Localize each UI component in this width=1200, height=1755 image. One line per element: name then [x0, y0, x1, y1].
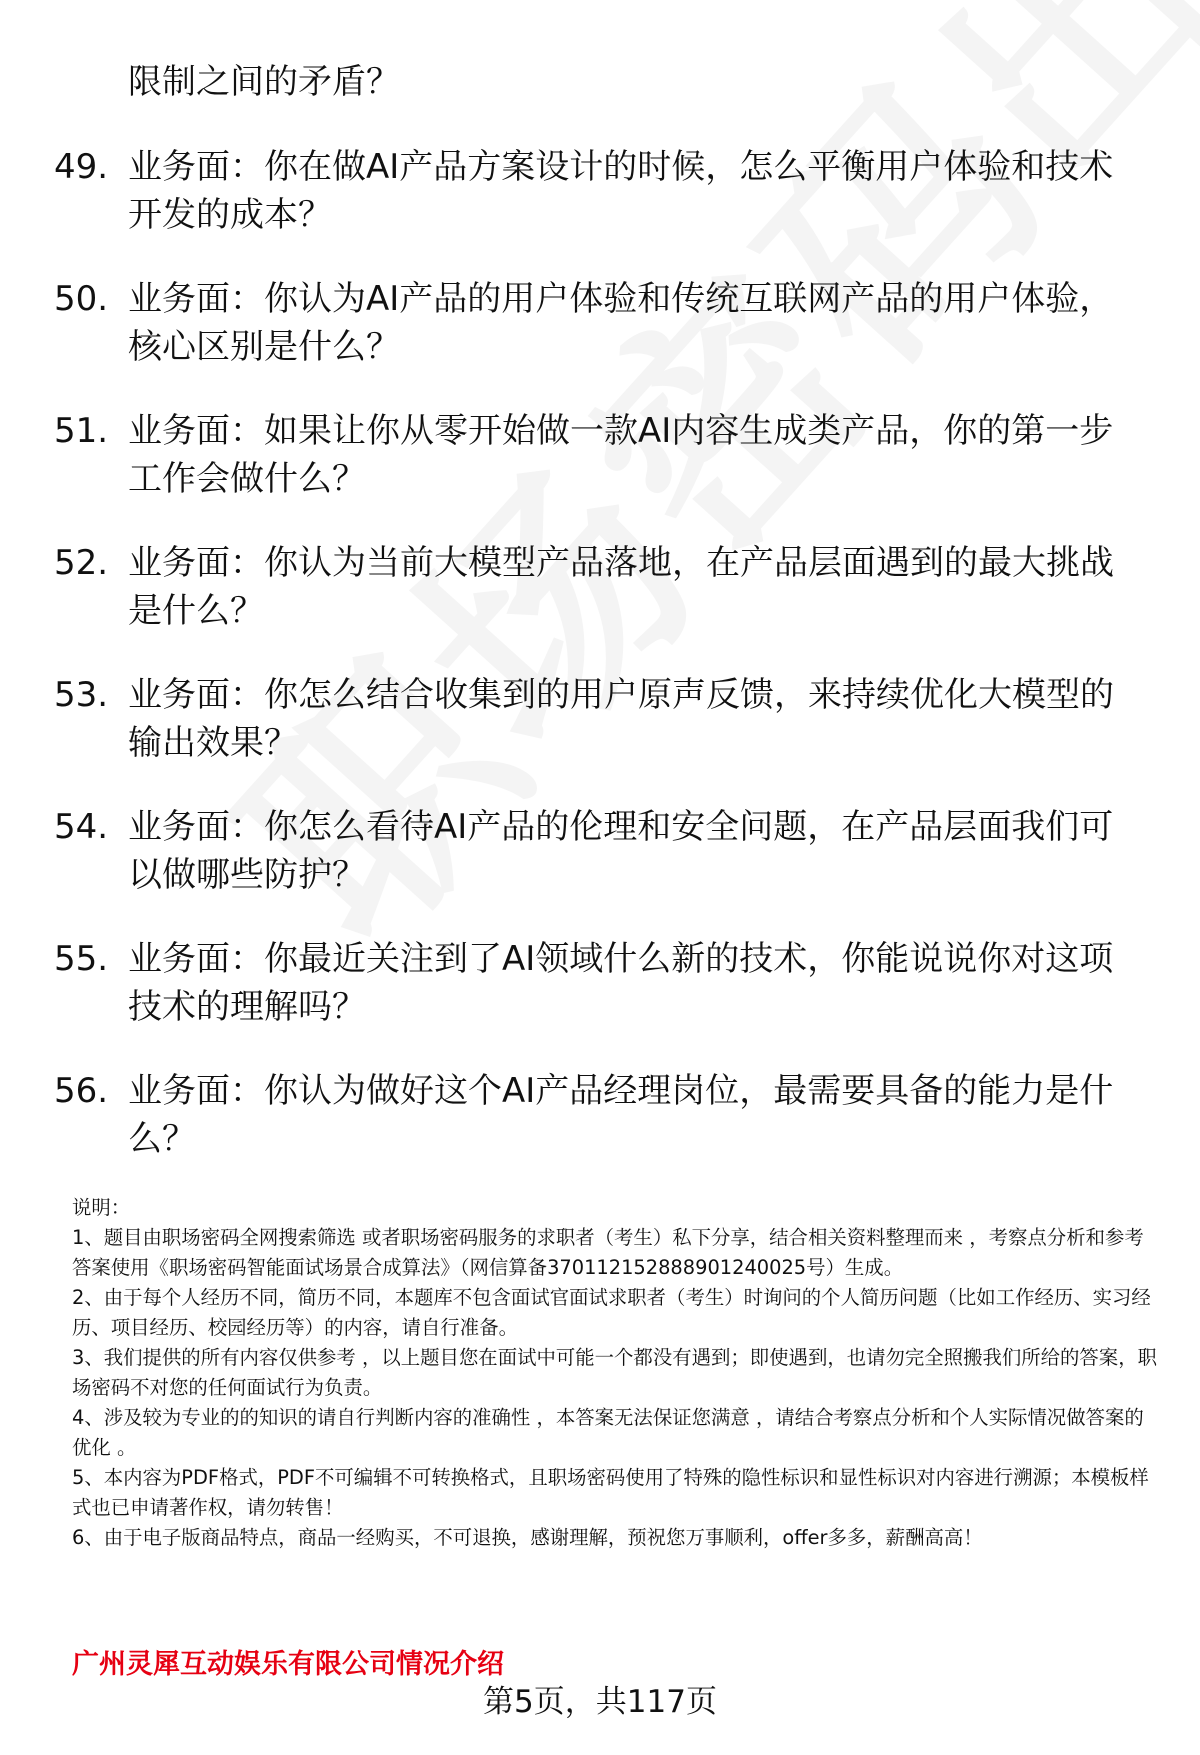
question-number: 55. — [54, 939, 109, 979]
question-item-56 — [54, 1067, 1150, 1163]
question-text: 业务面：你认为AI产品的用户体验和传统互联网产品的用户体验，核心区别是什么？ — [128, 279, 1114, 367]
question-number: 50. — [54, 279, 109, 319]
note-item-2: 2、由于每个人经历不同，简历不同，本题库不包含面试官面试求职者（考生）时询问的个人简历问题（比如工作经历、实习经历、项目经历、校园经历等）的内容，请自行准备。 — [72, 1286, 1151, 1339]
question-text: 业务面：你认为做好这个AI产品经理岗位，最需要具备的能力是什么？ — [128, 1071, 1114, 1159]
question-number: 49. — [54, 147, 109, 187]
question-item-49 — [54, 143, 1150, 239]
question-text: 业务面：你最近关注到了AI领域什么新的技术，你能说说你对这项技术的理解吗？ — [128, 939, 1114, 1027]
question-list — [54, 143, 1150, 1199]
question-item-54 — [54, 803, 1150, 899]
question-item-55 — [54, 935, 1150, 1031]
note-item-6: 6、由于电子版商品特点，商品一经购买，不可退换，感谢理解，预祝您万事顺利，offer多多，薪酬高高！ — [72, 1526, 983, 1549]
company-intro-link[interactable]: 广州灵犀互动娱乐有限公司情况介绍 — [72, 1649, 504, 1680]
note-item-1: 1、题目由职场密码全网搜索筛选 或者职场密码服务的求职者（考生）私下分享，结合相关资料整理而来 ，考察点分析和参考答案使用《职场密码智能面试场景合成算法》（网信算备370112152888901240025号）生成。 — [72, 1226, 1144, 1279]
notes-title: 说明： — [72, 1196, 131, 1219]
notes-section — [72, 1193, 1160, 1553]
question-text: 业务面：如果让你从零开始做一款AI内容生成类产品，你的第一步工作会做什么？ — [128, 411, 1114, 499]
page-number: 第5页，共117页 — [483, 1684, 717, 1720]
question-item-50 — [54, 275, 1150, 371]
question-number: 53. — [54, 675, 109, 715]
question-text: 业务面：你认为当前大模型产品落地，在产品层面遇到的最大挑战是什么？ — [128, 543, 1114, 631]
question-number: 54. — [54, 807, 109, 847]
note-item-3: 3、我们提供的所有内容仅供参考 ，以上题目您在面试中可能一个都没有遇到；即使遇到，也请勿完全照搬我们所给的答案，职场密码不对您的任何面试行为负责。 — [72, 1346, 1157, 1399]
question-text: 业务面：你怎么结合收集到的用户原声反馈，来持续优化大模型的输出效果？ — [128, 675, 1114, 763]
question-item-52 — [54, 539, 1150, 635]
question-text: 业务面：你怎么看待AI产品的伦理和安全问题，在产品层面我们可以做哪些防护？ — [128, 807, 1114, 895]
note-item-4: 4、涉及较为专业的的知识的请自行判断内容的准确性 ，本答案无法保证您满意 ，请结合考察点分析和个人实际情况做答案的优化 。 — [72, 1406, 1144, 1459]
note-item-5: 5、本内容为PDF格式，PDF不可编辑不可转换格式，且职场密码使用了特殊的隐性标识和显性标识对内容进行溯源；本模板样式也已申请著作权，请勿转售！ — [72, 1466, 1149, 1519]
question-item-51 — [54, 407, 1150, 503]
question-item-53 — [54, 671, 1150, 767]
question-number: 56. — [54, 1071, 109, 1111]
question-continuation: 限制之间的矛盾？ — [128, 62, 400, 102]
question-number: 52. — [54, 543, 109, 583]
question-text: 业务面：你在做AI产品方案设计的时候，怎么平衡用户体验和技术开发的成本？ — [128, 147, 1114, 235]
question-number: 51. — [54, 411, 109, 451]
